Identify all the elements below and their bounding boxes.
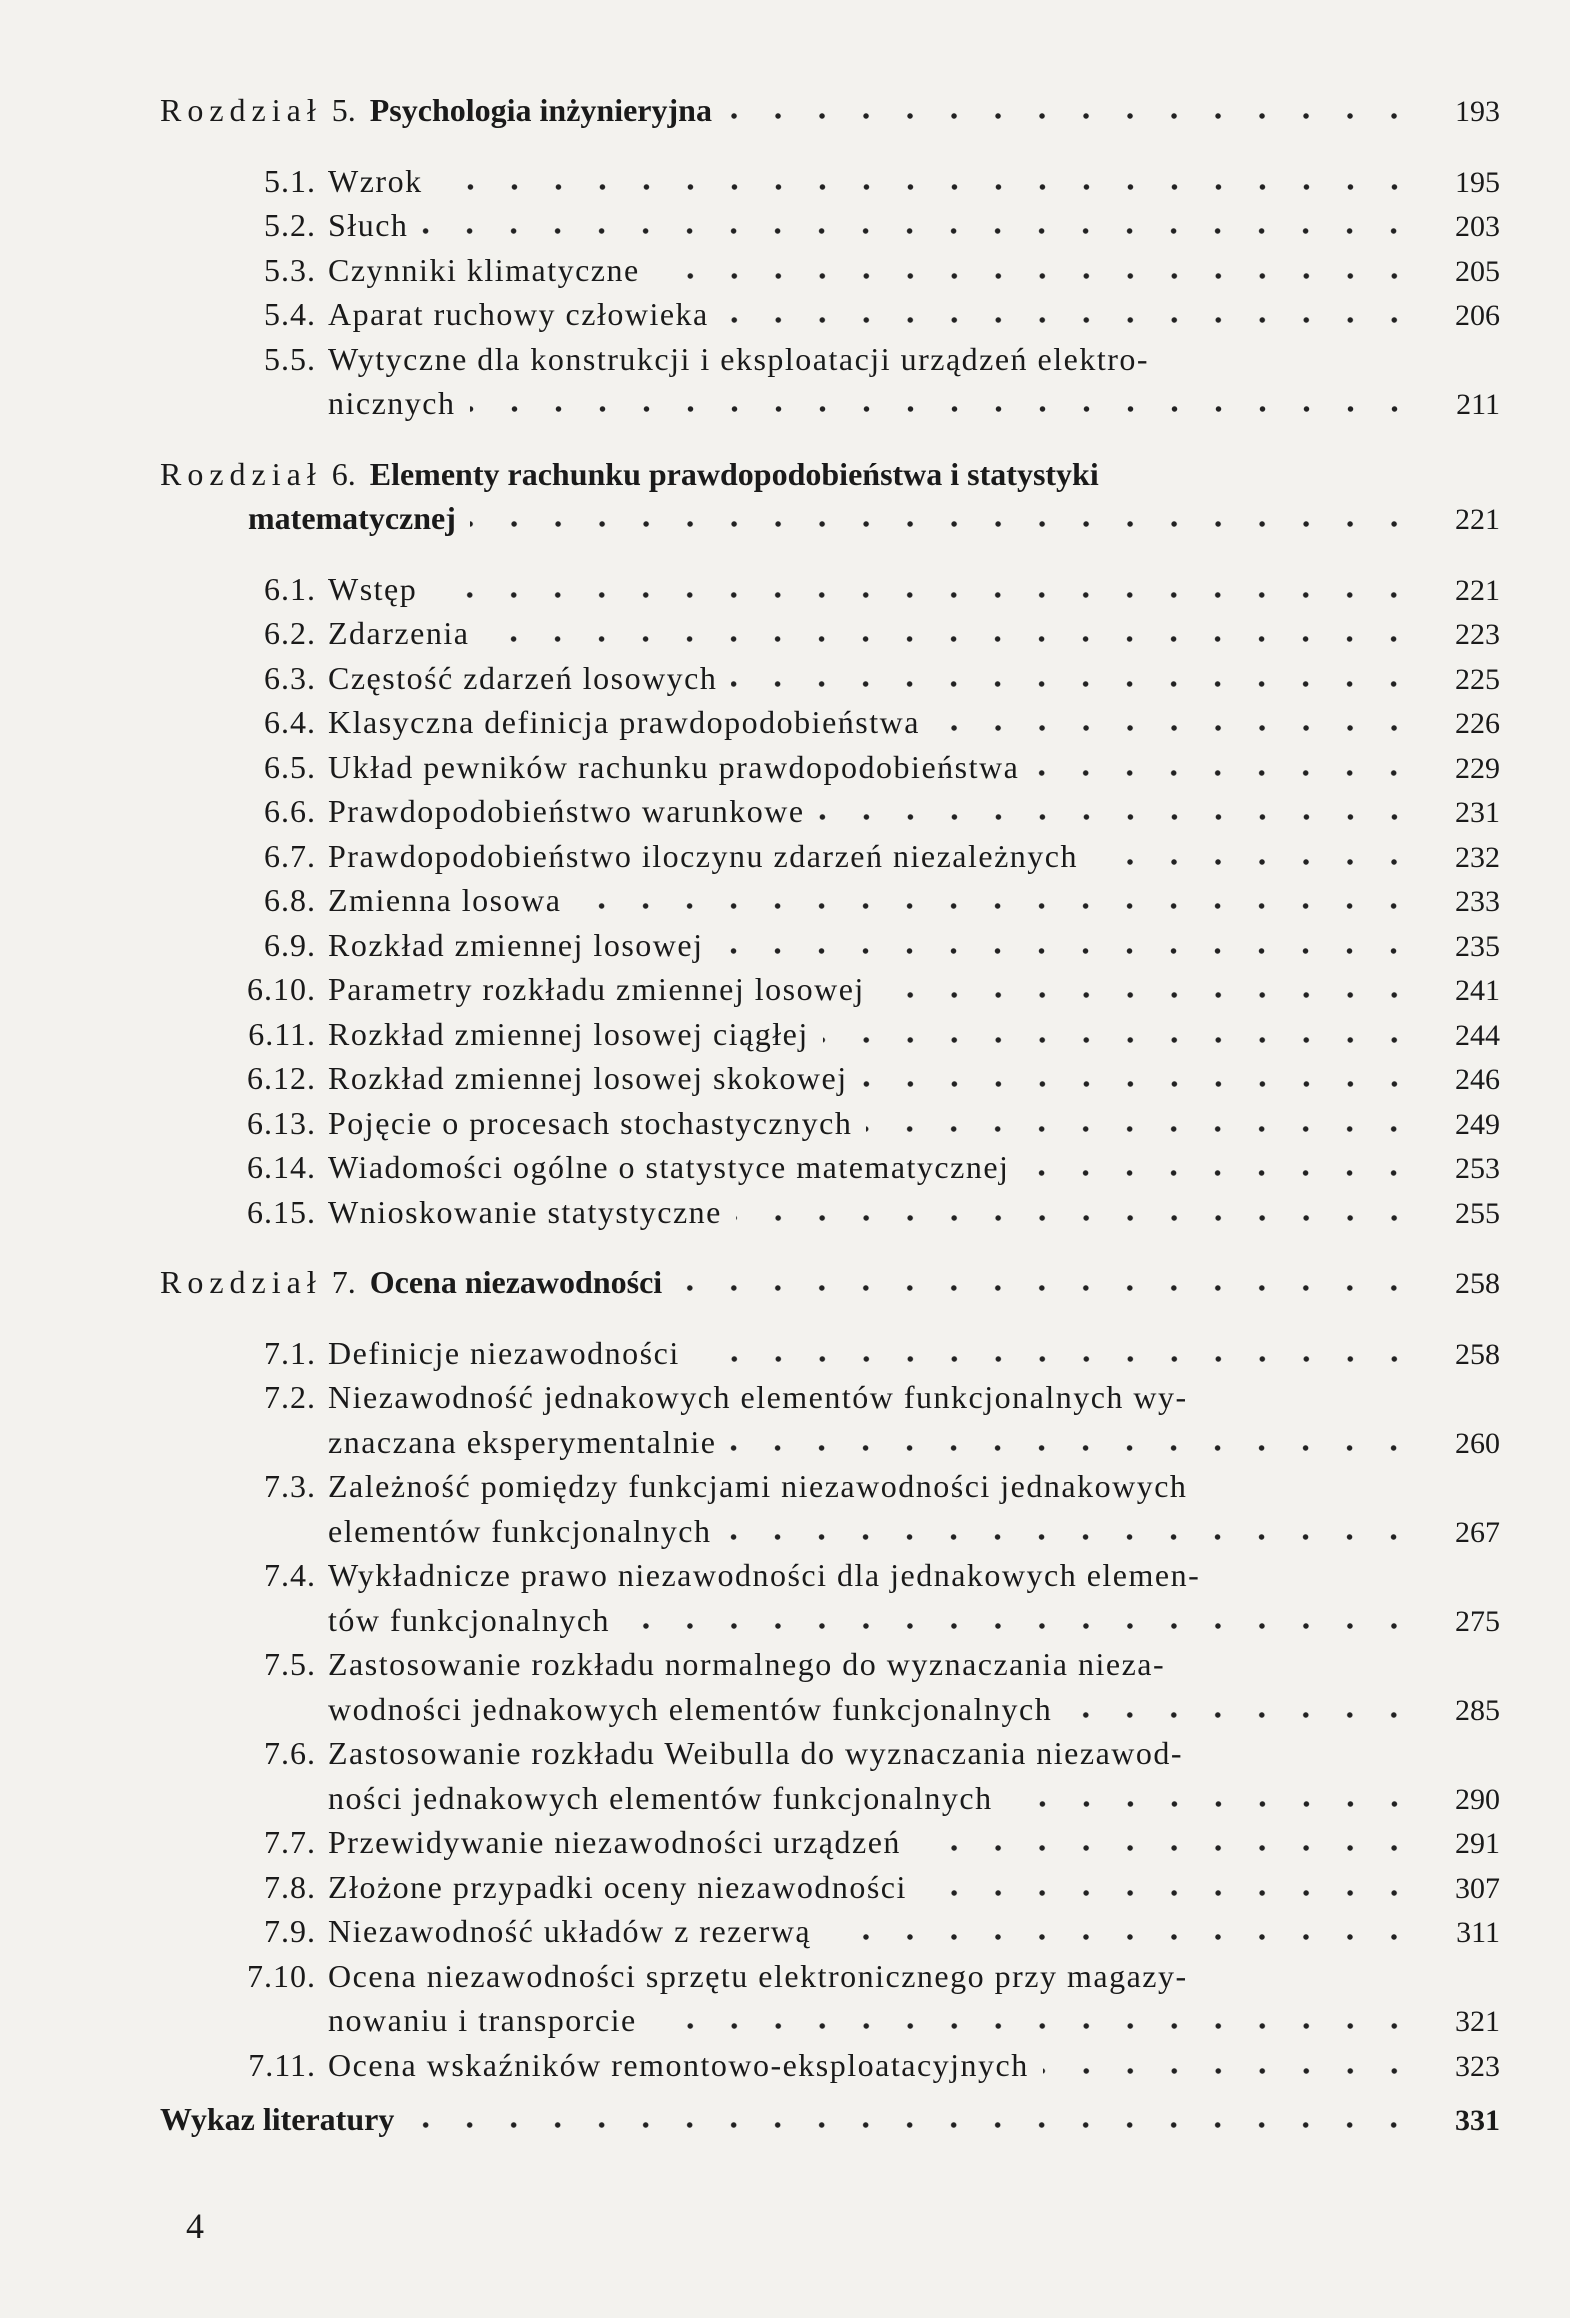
toc-entry-line <box>160 1998 1500 2043</box>
section-title: Prawdopodobieństwo warunkowe <box>328 793 805 829</box>
dot-leader <box>431 590 1416 600</box>
section-title: Zmienna losowa <box>328 882 562 918</box>
section-page: 307 <box>1455 1871 1500 1905</box>
section-title: Niezawodność jednakowych elementów funkcjonalnych wy- <box>328 1379 1188 1415</box>
dot-leader <box>825 1932 1416 1942</box>
toc-entry <box>160 967 1500 1012</box>
toc-entry <box>160 611 1500 656</box>
section-number: 7.5. <box>264 1646 316 1682</box>
section-title: Wytyczne dla konstrukcji i eksploatacji urządzeń elektro- <box>328 340 1150 377</box>
toc-entry-line <box>160 656 1500 701</box>
chapter-page: 193 <box>1455 95 1500 128</box>
dot-leader <box>470 519 1416 529</box>
chapter-number: 7. <box>331 1264 356 1300</box>
toc-entry-line <box>160 967 1500 1012</box>
toc-entry <box>160 1642 1500 1731</box>
dot-leader <box>921 1888 1416 1898</box>
section-page: 233 <box>1455 885 1500 918</box>
dot-leader <box>654 271 1416 281</box>
toc-entry-line <box>160 1464 1500 1509</box>
toc-entry <box>160 159 1500 204</box>
section-title: Ocena niezawodności sprzętu elektronicznego przy magazy- <box>328 1957 1188 1994</box>
section-title: Wnioskowanie statystyczne <box>328 1193 722 1230</box>
section-title: ności jednakowych elementów funkcjonalnych <box>328 1779 993 1816</box>
toc-entry-line <box>160 745 1500 790</box>
dot-leader <box>651 2021 1416 2031</box>
section-page: 223 <box>1455 618 1500 651</box>
section-title: Wykładnicze prawo niezawodności dla jednakowych elemen- <box>328 1557 1201 1593</box>
section-number: 6.6. <box>264 793 316 829</box>
dot-leader <box>819 812 1416 822</box>
section-title: Zastosowanie rozkładu normalnego do wyznaczania nieza- <box>328 1646 1166 1682</box>
section-title: tów funkcjonalnych <box>328 1601 611 1638</box>
section-title: Układ pewników rachunku prawdopodobieństwa <box>328 748 1020 785</box>
section-title: Czynniki klimatyczne <box>328 251 640 288</box>
toc-entry-line <box>160 923 1500 968</box>
dot-leader <box>731 679 1416 689</box>
dot-leader <box>408 2120 1416 2130</box>
section-page: 253 <box>1455 1152 1500 1185</box>
toc-entry-line <box>160 834 1500 879</box>
dot-leader <box>483 634 1416 644</box>
chapter-heading-line <box>160 88 1500 133</box>
toc-entry-line <box>160 1012 1500 1057</box>
toc-entry-line <box>160 1954 1500 1999</box>
section-title: Niezawodność układów z rezerwą <box>328 1913 812 1949</box>
dot-leader <box>1066 1710 1416 1720</box>
section-title: Pojęcie o procesach stochastycznych <box>328 1104 853 1141</box>
toc-entry <box>160 1731 1500 1820</box>
section-title: Zależność pomiędzy funkcjami niezawodności jednakowych <box>328 1468 1188 1504</box>
toc-entry-line <box>160 789 1500 834</box>
section-number: 7.1. <box>264 1334 316 1371</box>
dot-leader <box>1023 1168 1416 1178</box>
toc-entry <box>160 1954 1500 2043</box>
section-number: 6.11. <box>248 1015 316 1052</box>
section-title: Klasyczna definicja prawdopodobieństwa <box>328 704 920 740</box>
section-title: Wzrok <box>328 162 423 199</box>
toc-entry-line <box>160 567 1500 612</box>
section-title: Prawdopodobieństwo iloczynu zdarzeń niezależnych <box>328 837 1078 874</box>
section-number: 7.4. <box>264 1557 316 1593</box>
section-number: 6.2. <box>264 615 316 651</box>
section-title: Rozkład zmiennej losowej skokowej <box>328 1060 848 1096</box>
section-number: 5.3. <box>264 251 316 288</box>
section-page: 226 <box>1455 707 1500 740</box>
section-page: 195 <box>1455 165 1500 199</box>
chapter-heading-line <box>160 1260 1500 1305</box>
dot-leader <box>694 1354 1416 1364</box>
toc-entry-line <box>160 292 1500 337</box>
toc-entry <box>160 292 1500 337</box>
section-number: 5.4. <box>264 296 316 332</box>
toc-entry-line <box>160 1553 1500 1598</box>
toc-entry <box>160 700 1500 745</box>
section-page: 321 <box>1455 2005 1500 2038</box>
section-number: 6.4. <box>264 704 316 740</box>
toc-entry-line <box>160 1190 1500 1235</box>
dot-leader <box>676 1283 1416 1293</box>
chapter-heading <box>160 88 1500 133</box>
section-page: 221 <box>1455 573 1500 607</box>
toc-entry-line <box>160 1687 1500 1732</box>
chapter-word: Rozdział <box>160 455 322 492</box>
chapter-7 <box>160 1260 1500 2087</box>
toc-entry-line <box>160 1909 1500 1954</box>
chapter-title: Elementy rachunku prawdopodobieństwa i statystyki <box>369 455 1099 492</box>
chapter-word: Rozdział <box>160 92 322 128</box>
dot-leader <box>730 1443 1416 1453</box>
dot-leader <box>723 315 1416 325</box>
section-number: 7.11. <box>248 2046 316 2083</box>
section-number: 6.1. <box>264 570 316 607</box>
section-number: 5.2. <box>264 207 316 243</box>
section-number: 6.5. <box>264 748 316 785</box>
section-title: Parametry rozkładu zmiennej losowej <box>328 971 865 1007</box>
section-page: 211 <box>1456 388 1500 421</box>
dot-leader <box>717 946 1416 956</box>
toc-entry-line <box>160 1820 1500 1865</box>
table-of-contents <box>160 88 1500 2142</box>
toc-entry <box>160 656 1500 701</box>
toc-entry <box>160 1909 1500 1954</box>
section-title: Rozkład zmiennej losowej ciągłej <box>328 1015 809 1052</box>
section-page: 285 <box>1455 1693 1500 1727</box>
chapter-heading-line <box>160 452 1500 497</box>
section-number: 7.8. <box>264 1868 316 1905</box>
section-title: Wstęp <box>328 570 418 607</box>
chapter-title: Ocena niezawodności <box>369 1264 663 1300</box>
section-number: 6.10. <box>247 971 316 1007</box>
section-title: Słuch <box>328 207 409 243</box>
dot-leader <box>1033 768 1416 778</box>
section-number: 6.7. <box>264 837 316 874</box>
dot-leader <box>879 990 1416 1000</box>
section-title: Zdarzenia <box>328 615 470 651</box>
section-number: 6.9. <box>264 926 316 963</box>
bibliography-title: Wykaz literatury <box>160 2101 395 2137</box>
section-number: 7.7. <box>264 1824 316 1860</box>
chapter-6 <box>160 452 1500 1235</box>
section-number: 7.10. <box>247 1957 316 1994</box>
section-title: Ocena wskaźników remontowo-eksploatacyjnych <box>328 2046 1029 2083</box>
toc-entry-line <box>160 2043 1500 2088</box>
section-title: Zastosowanie rozkładu Weibulla do wyznaczania niezawod- <box>328 1735 1184 1771</box>
page-number: 4 <box>186 2206 204 2246</box>
toc-entry-line <box>160 1731 1500 1776</box>
chapter-number: 6. <box>331 455 356 492</box>
section-page: 203 <box>1455 210 1500 243</box>
section-page: 225 <box>1455 662 1500 696</box>
dot-leader <box>726 111 1416 121</box>
section-page: 260 <box>1455 1426 1500 1460</box>
section-number: 7.2. <box>264 1379 316 1415</box>
chapter-page: 258 <box>1455 1267 1500 1300</box>
toc-entry <box>160 834 1500 879</box>
chapter-page: 221 <box>1455 503 1500 536</box>
bibliography-entry <box>160 2097 1500 2142</box>
section-title: znaczana eksperymentalnie <box>328 1423 717 1460</box>
toc-entry <box>160 337 1500 426</box>
section-number: 6.3. <box>264 659 316 696</box>
toc-entry-line <box>160 203 1500 248</box>
section-page: 244 <box>1455 1018 1500 1052</box>
dot-leader <box>422 226 1416 236</box>
section-title: Definicje niezawodności <box>328 1334 680 1371</box>
dot-leader <box>575 901 1416 911</box>
toc-entry-line <box>160 1642 1500 1687</box>
section-title: nowaniu i transporcie <box>328 2002 637 2038</box>
section-title: Aparat ruchowy człowieka <box>328 296 709 332</box>
toc-entry <box>160 1375 1500 1464</box>
section-page: 323 <box>1455 2049 1500 2083</box>
toc-entry <box>160 1056 1500 1101</box>
section-title: Złożone przypadki oceny niezawodności <box>328 1868 907 1905</box>
toc-entry <box>160 1101 1500 1146</box>
section-page: 241 <box>1455 974 1500 1007</box>
dot-leader <box>437 182 1416 192</box>
chapter-title: Psychologia inżynieryjna <box>369 92 712 128</box>
chapter-5 <box>160 88 1500 426</box>
section-title: Rozkład zmiennej losowej <box>328 926 704 963</box>
section-page: 290 <box>1455 1782 1500 1816</box>
section-title: wodności jednakowych elementów funkcjonalnych <box>328 1690 1053 1727</box>
toc-entry <box>160 789 1500 834</box>
chapter-heading <box>160 452 1500 541</box>
section-page: 255 <box>1455 1196 1500 1230</box>
toc-entry <box>160 1331 1500 1376</box>
toc-entry-line <box>160 1865 1500 1910</box>
dot-leader <box>624 1621 1416 1631</box>
toc-entry <box>160 1190 1500 1235</box>
section-number: 6.15. <box>247 1193 316 1230</box>
dot-leader <box>823 1035 1416 1045</box>
toc-entry <box>160 1820 1500 1865</box>
dot-leader <box>470 404 1417 414</box>
dot-leader <box>862 1079 1416 1089</box>
toc-entry-line <box>160 1145 1500 1190</box>
section-page: 267 <box>1455 1515 1500 1549</box>
section-page: 232 <box>1455 840 1500 874</box>
toc-entry-line <box>160 159 1500 204</box>
bibliography-page: 331 <box>1455 2104 1500 2137</box>
toc-entry <box>160 878 1500 923</box>
toc-entry-line <box>160 611 1500 656</box>
section-title: nicznych <box>328 385 456 421</box>
section-number: 7.3. <box>264 1468 316 1504</box>
toc-entry-line <box>160 1509 1500 1554</box>
toc-entry-line <box>160 1331 1500 1376</box>
toc-entry <box>160 203 1500 248</box>
toc-entry <box>160 248 1500 293</box>
section-number: 5.1. <box>264 162 316 199</box>
section-page: 249 <box>1455 1107 1500 1141</box>
section-page: 246 <box>1455 1063 1500 1096</box>
chapter-word: Rozdział <box>160 1264 322 1300</box>
toc-entry-line <box>160 248 1500 293</box>
section-number: 7.6. <box>264 1735 316 1771</box>
section-page: 258 <box>1455 1337 1500 1371</box>
section-number: 5.5. <box>264 340 316 377</box>
dot-leader <box>736 1213 1416 1223</box>
section-page: 205 <box>1455 254 1500 288</box>
section-title: Przewidywanie niezawodności urządzeń <box>328 1824 901 1860</box>
toc-entry-line <box>160 1056 1500 1101</box>
toc-entry-line <box>160 878 1500 923</box>
chapter-number: 5. <box>331 92 356 128</box>
dot-leader <box>725 1532 1416 1542</box>
section-page: 235 <box>1455 929 1500 963</box>
toc-entry <box>160 1464 1500 1553</box>
section-number: 6.13. <box>247 1104 316 1141</box>
toc-entry-line <box>160 1101 1500 1146</box>
section-number: 6.14. <box>247 1149 316 1185</box>
section-page: 206 <box>1455 299 1500 332</box>
dot-leader <box>915 1843 1416 1853</box>
toc-entry <box>160 923 1500 968</box>
toc-entry <box>160 1553 1500 1642</box>
dot-leader <box>1092 857 1416 867</box>
toc-entry <box>160 1145 1500 1190</box>
toc-entry-line <box>160 700 1500 745</box>
dot-leader <box>934 723 1416 733</box>
toc-entry <box>160 1012 1500 1057</box>
section-page: 275 <box>1455 1604 1500 1638</box>
section-page: 291 <box>1455 1827 1500 1860</box>
toc-entry <box>160 1865 1500 1910</box>
toc-entry-line <box>160 1420 1500 1465</box>
toc-entry-line <box>160 1776 1500 1821</box>
toc-entry-line <box>160 381 1500 426</box>
section-number: 6.12. <box>247 1060 316 1096</box>
chapter-title: matematycznej <box>248 500 456 536</box>
toc-entry <box>160 2043 1500 2088</box>
section-title: elementów funkcjonalnych <box>328 1512 712 1549</box>
dot-leader <box>1043 2066 1416 2076</box>
section-title: Częstość zdarzeń losowych <box>328 659 718 696</box>
toc-entry-line <box>160 337 1500 382</box>
toc-entry <box>160 567 1500 612</box>
section-number: 7.9. <box>264 1913 316 1949</box>
chapter-heading-line <box>160 496 1500 541</box>
chapter-heading <box>160 1260 1500 1305</box>
section-page: 311 <box>1456 1916 1500 1949</box>
toc-entry-line <box>160 1375 1500 1420</box>
section-title: Wiadomości ogólne o statystyce matematycznej <box>328 1149 1010 1185</box>
toc-entry-line <box>160 1598 1500 1643</box>
section-page: 229 <box>1455 751 1500 785</box>
toc-entry <box>160 745 1500 790</box>
section-number: 6.8. <box>264 882 316 918</box>
section-page: 231 <box>1455 796 1500 829</box>
dot-leader <box>1007 1799 1416 1809</box>
dot-leader <box>866 1124 1416 1134</box>
